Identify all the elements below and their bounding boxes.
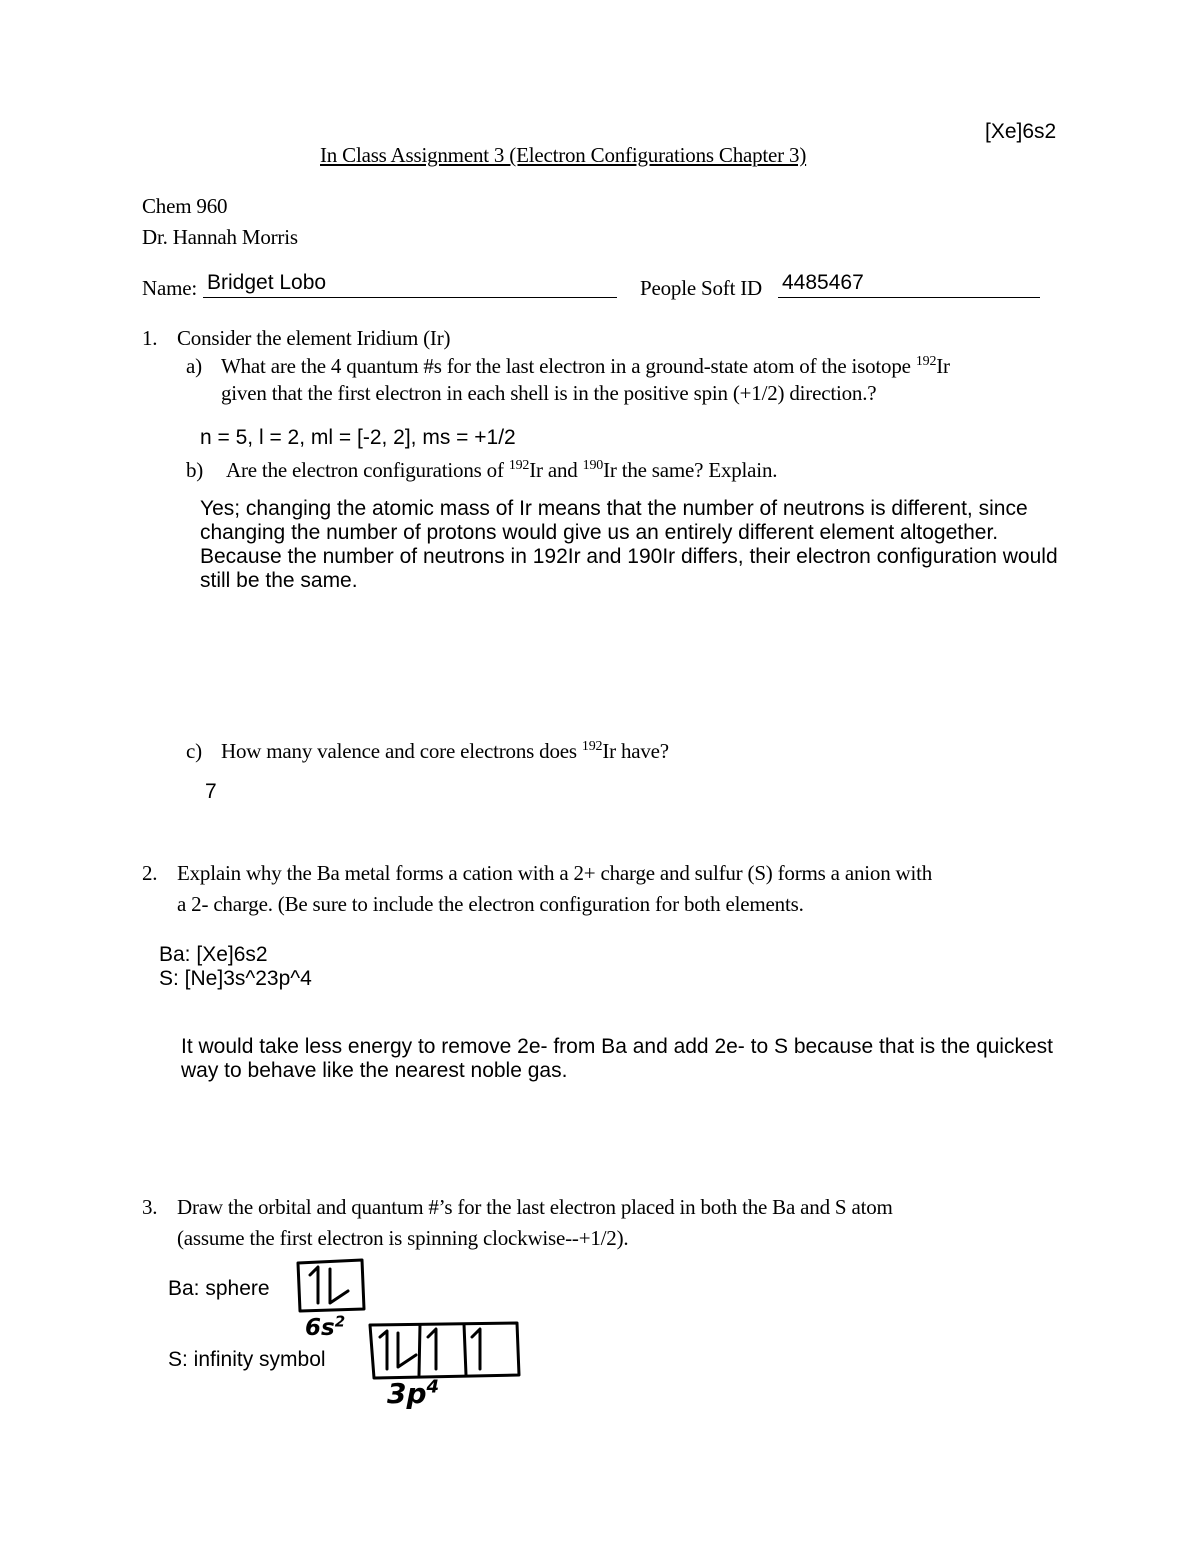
q1-text: Consider the element Iridium (Ir) xyxy=(177,326,451,350)
q1a-answer[interactable]: n = 5, l = 2, ml = [-2, 2], ms = +1/2 xyxy=(200,426,516,449)
s-orbital-annotation: $3p^4$ xyxy=(387,1376,440,1410)
name-field[interactable]: Bridget Lobo xyxy=(207,271,327,294)
q1c-question: How many valence and core electrons does $^{192}$Ir have? xyxy=(221,739,669,763)
q1b-question: Are the electron configurations of $^{192}$Ir and $^{190}$Ir the same? Explain. xyxy=(226,458,778,482)
q1a-question-cont: given that the first electron in each shell is in the positive spin (+1/2) direction.? xyxy=(221,381,877,405)
q1a-marker: a) xyxy=(186,354,202,378)
q2-number: 2. xyxy=(142,861,158,885)
id-field[interactable]: 4485467 xyxy=(782,271,864,294)
q1b-answer[interactable] xyxy=(200,497,1058,593)
id-underline xyxy=(778,297,1040,298)
q1a-question: What are the 4 quantum #s for the last electron in a ground-state atom of the isotope $^{192}$Ir xyxy=(221,354,950,378)
id-label: People Soft ID xyxy=(640,276,763,300)
q1b-marker: b) xyxy=(186,458,204,482)
q3-question: Draw the orbital and quantum #’s for the last electron placed in both the Ba and S atom xyxy=(177,1195,893,1219)
instructor-label: Dr. Hannah Morris xyxy=(142,225,298,249)
q2-ba-config[interactable]: Ba: [Xe]6s2 xyxy=(159,943,268,966)
q1b-answer-line: changing the number of protons would give us an entirely different element altogether. xyxy=(200,521,999,544)
q2-question-cont: a 2- charge. (Be sure to include the electron configuration for both elements. xyxy=(177,892,804,916)
q1b-answer-line: Because the number of neutrons in 192Ir and 190Ir differs, their electron configuration would xyxy=(200,545,1058,568)
q1-number: 1. xyxy=(142,326,158,350)
q1b-answer-line: Yes; changing the atomic mass of Ir means that the number of neutrons is different, since xyxy=(200,497,1028,520)
q2-answer[interactable] xyxy=(181,1035,1053,1083)
q3-question-cont: (assume the first electron is spinning clockwise--+1/2). xyxy=(177,1226,629,1250)
q2-answer-line: way to behave like the nearest noble gas. xyxy=(181,1059,568,1082)
course-label: Chem 960 xyxy=(142,194,228,218)
page-title: In Class Assignment 3 (Electron Configurations Chapter 3) xyxy=(320,143,807,167)
name-label: Name: xyxy=(142,276,197,300)
q3-ba-label[interactable]: Ba: sphere xyxy=(168,1277,270,1300)
q1b-answer-line: still be the same. xyxy=(200,569,358,592)
header-note: [Xe]6s2 xyxy=(985,120,1057,143)
q3-number: 3. xyxy=(142,1195,158,1219)
q2-s-config[interactable]: S: [Ne]3s^23p^4 xyxy=(159,967,312,990)
q1c-marker: c) xyxy=(186,739,202,763)
q1c-answer[interactable]: 7 xyxy=(205,780,217,803)
ba-orbital-annotation: $6s^2$ xyxy=(305,1312,346,1341)
q2-question: Explain why the Ba metal forms a cation with a 2+ charge and sulfur (S) forms a anion with xyxy=(177,861,933,885)
q3-s-label[interactable]: S: infinity symbol xyxy=(168,1348,326,1371)
name-underline xyxy=(203,297,617,298)
q2-answer-line: It would take less energy to remove 2e- from Ba and add 2e- to S because that is the quickest xyxy=(181,1035,1053,1058)
